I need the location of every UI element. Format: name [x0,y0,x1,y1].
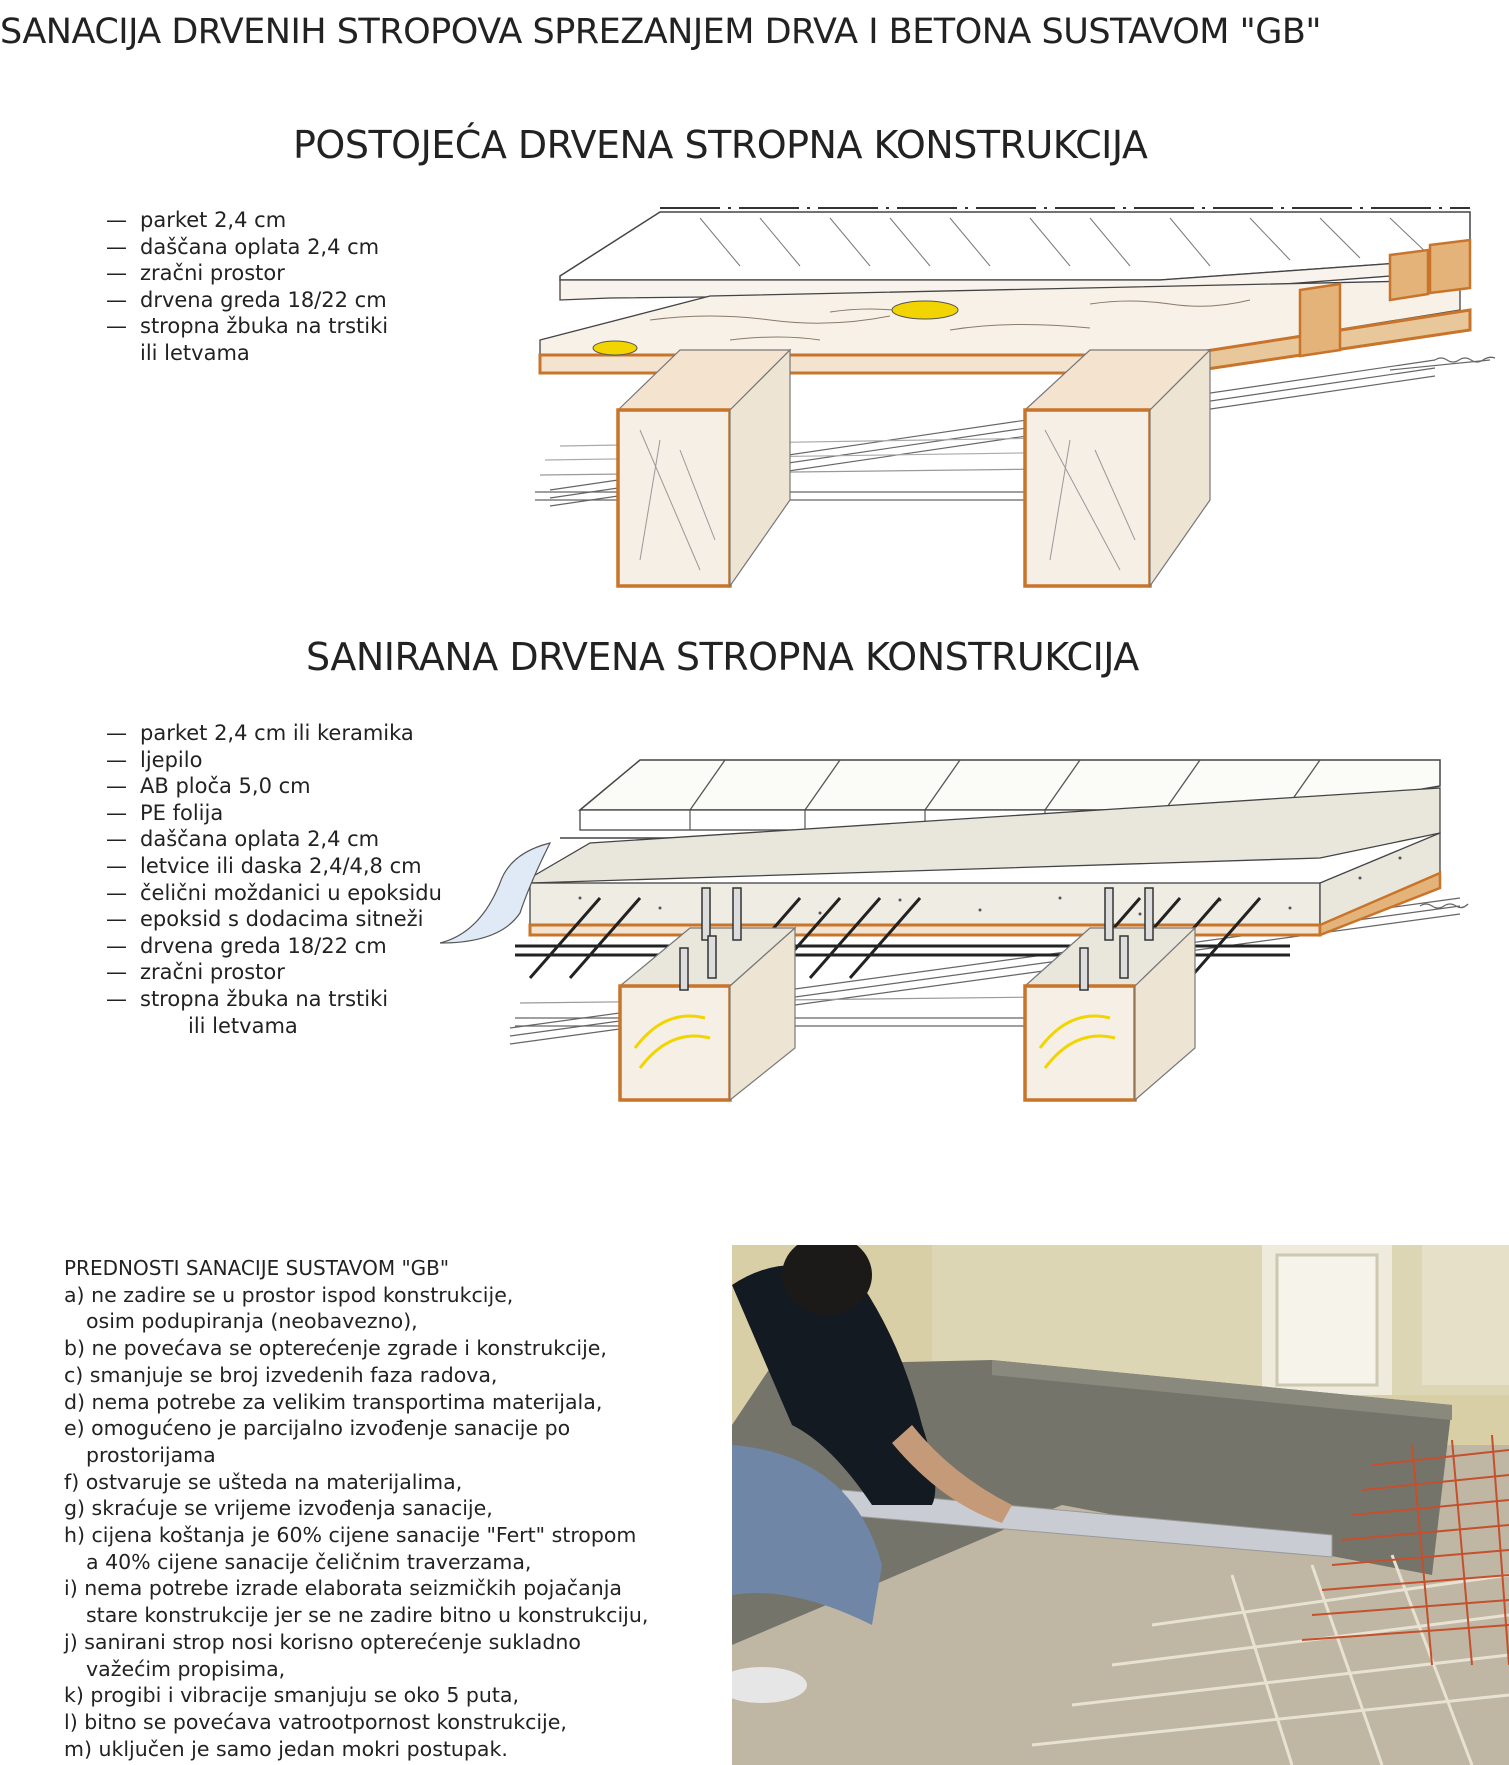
advantage-item: h) cijena koštanja je 60% cijene sanacije "Fert" stropom a 40% cijene sanacije čeličnim traverzama, [64,1523,637,1574]
renovated-construction-title: SANIRANA DRVENA STROPNA KONSTRUKCIJA [306,635,1139,679]
existing-floor-illustration [530,200,1500,595]
existing-construction-title: POSTOJEĆA DRVENA STROPNA KONSTRUKCIJA [293,123,1148,167]
advantages-title: PREDNOSTI SANACIJE SUSTAVOM "GB" [64,1256,450,1280]
layer-item: — daščana oplata 2,4 cm [106,827,380,852]
renovated-floor-illustration [440,748,1500,1106]
layer-item: — drvena greda 18/22 cm [106,287,387,312]
advantage-item: c) smanjuje se broj izvedenih faza radova, [64,1362,498,1387]
construction-site-photo [732,1245,1509,1765]
layer-item: — epoksid s dodacima sitneži [106,907,424,932]
layer-item-continuation: ili letvama [188,1013,298,1038]
advantage-item: b) ne povećava se opterećenje zgrade i konstrukcije, [64,1336,607,1361]
layer-item: — stropna žbuka na trstiki [106,986,389,1011]
page-title: SANACIJA DRVENIH STROPOVA SPREZANJEM DRVA I BETONA SUSTAVOM "GB" [0,12,1321,52]
layer-item: — drvena greda 18/22 cm [106,933,387,958]
layer-item: — parket 2,4 cm [106,208,287,232]
layer-item: — čelični moždanici u epoksidu [106,880,442,905]
layer-item: — letvice ili daska 2,4/4,8 cm [106,853,422,878]
layer-item: — ljepilo [106,747,203,772]
advantage-item: g) skraćuje se vrijeme izvođenja sanacije, [64,1496,493,1521]
existing-layers-list [106,207,388,367]
advantage-item: a) ne zadire se u prostor ispod konstrukcije, osim podupiranja (neobavezno), [64,1282,514,1334]
layer-item: — daščana oplata 2,4 cm [106,234,380,259]
layer-item: — zračni prostor [106,960,285,985]
layer-item-continuation: ili letvama [140,340,250,365]
advantage-item: e) omogućeno je parcijalno izvođenje sanacije po prostorijama [64,1416,571,1467]
layer-item: — PE folija [106,800,224,825]
advantage-item: l) bitno se povećava vatrootpornost konstrukcije, [64,1709,567,1734]
advantage-item: k) progibi i vibracije smanjuju se oko 5 puta, [64,1683,520,1708]
renovated-layers-list [106,720,442,1039]
advantage-item: i) nema potrebe izrade elaborata seizmičkih pojačanja stare konstrukcije jer se ne zadire bitno u konstrukciju, [64,1576,649,1628]
advantages-section [64,1255,704,1762]
advantage-item: m) uključen je samo jedan mokri postupak. [64,1736,508,1761]
layer-item: — parket 2,4 cm ili keramika [106,721,414,745]
advantage-item: j) sanirani strop nosi korisno opterećenje sukladno važećim propisima, [64,1629,581,1681]
advantages-list [64,1282,704,1763]
advantage-item: f) ostvaruje se ušteda na materijalima, [64,1469,463,1494]
layer-item: — zračni prostor [106,261,285,286]
layer-item: — stropna žbuka na trstiki [106,314,389,339]
layer-item: — AB ploča 5,0 cm [106,774,311,799]
advantage-item: d) nema potrebe za velikim transportima materijala, [64,1389,603,1414]
